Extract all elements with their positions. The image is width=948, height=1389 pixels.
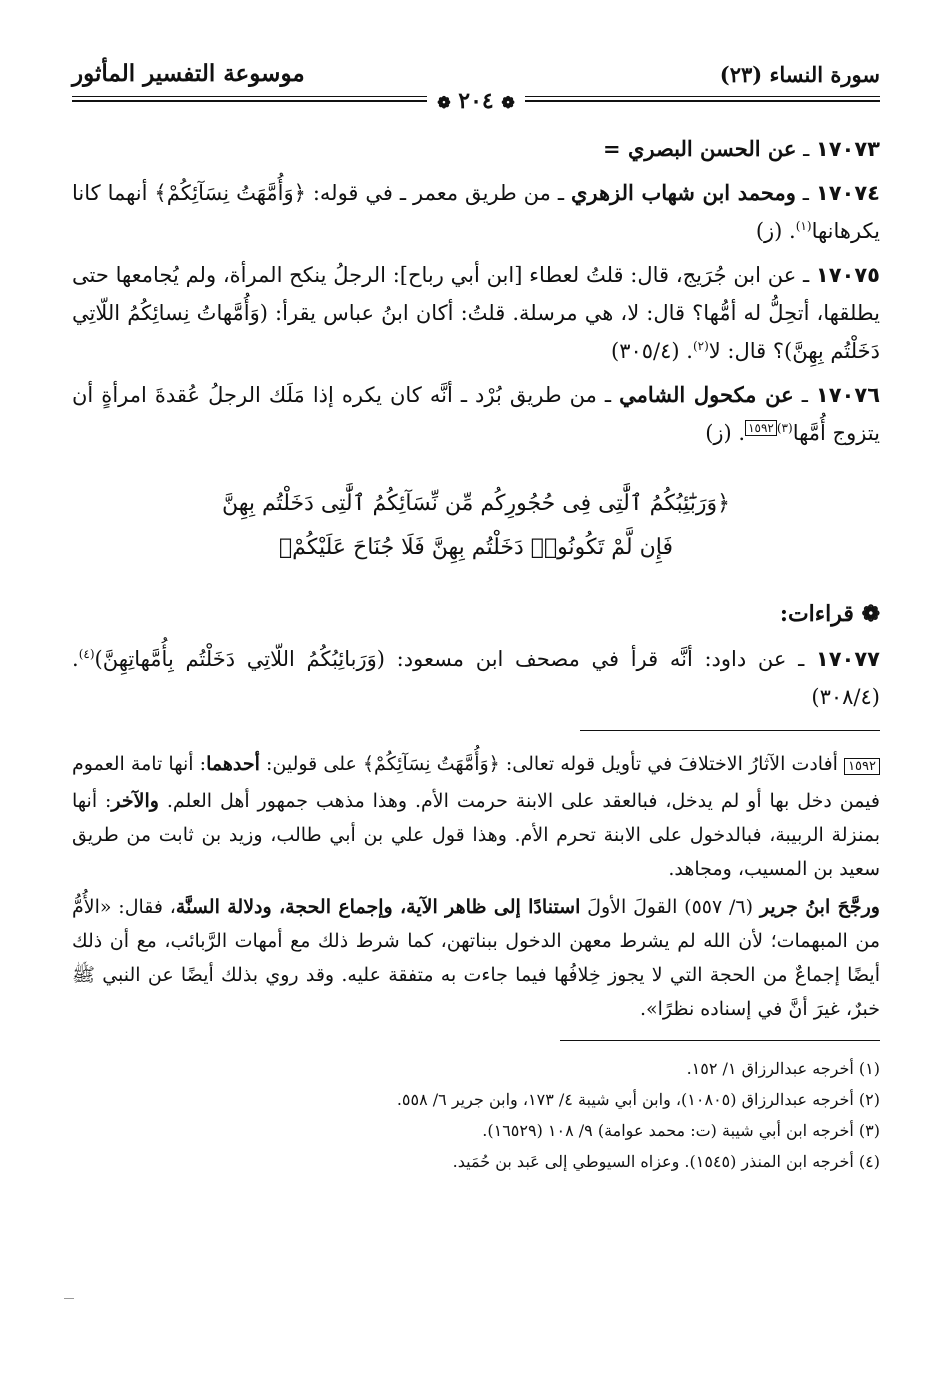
commentary-quote: ، فقال: «الأُمُّ من المبهمات؛ لأن الله لم يشرط معهن الدخول ببناتهن، كما شرط ذلك مع أمهات الرَّبائب، مع أن ذلك أيضًا إجماعٌ من الحجة التي لا يجوز خِلافُها فيما جاءت به متفقة عليه. وقد روي بذلك أيضًا عن النبي ﷺ خبرٌ، غيرَ أنَّ في إسناده نظرًا».: [72, 896, 880, 1020]
commentary-paragraph-2: [72, 890, 880, 1026]
commentary-label-second: والآخر: [111, 790, 159, 812]
footnote-ref[interactable]: (٣): [776, 421, 793, 435]
footnote-3: (٣) أخرجه ابن أبي شيبة (ت: محمد عوامة) ٩/ ١٠٨ (١٦٥٢٩).: [482, 1121, 880, 1140]
commentary-label-first: أحدهما: [206, 753, 260, 775]
entry-tail: . (٣٠٨/٤): [72, 647, 880, 709]
book-title: موسوعة التفسير المأثور: [72, 60, 305, 87]
page-number: [427, 88, 525, 114]
flower-icon: ❁: [861, 601, 880, 627]
commentary-reference: (٦/ ٥٥٧) القولَ الأولَ: [580, 896, 760, 918]
ornament-icon: ❁: [501, 93, 515, 112]
margin-mark: [64, 1298, 74, 1299]
entry-number: ١٧٠٧٦: [815, 383, 881, 407]
footnotes: [72, 1053, 880, 1177]
entry-text: ـ من طريق بُرْد ـ أنَّه كان يكره إذا مَلَك الرجلُ عُقدةَ امرأةٍ أن يتزوج أُمَّها: [72, 383, 880, 445]
footnotes-divider: [560, 1040, 880, 1041]
footnote-2: (٢) أخرجه عبدالرزاق (١٠٨٠٥)، وابن أبي شيبة ٤/ ١٧٣، وابن جرير ٦/ ٥٥٨.: [396, 1090, 880, 1109]
entry-narrator: عن مكحول الشامي: [619, 382, 794, 407]
entry-text: عن داود: أنَّه قرأ في مصحف ابن مسعود: (وَرَبائِبُكُمُ اللّاتِي دَخَلْتُم بِأُمَّهاتِهِنَّ): [94, 647, 787, 671]
page-header: [72, 48, 880, 114]
commentary-text-second: : أنها بمنزلة الربيبة، فبالدخول على الابنة تحرم الأم. وهذا قول علي بن أبي طالب، وزيد بن ثابت من طريق سعيد بن المسيب، ومجاهد.: [72, 790, 880, 880]
entry-17076: ١٧٠٧٦ ـ عن مكحول الشامي ـ من طريق بُرْد ـ أنَّه كان يكره إذا مَلَك الرجلُ عُقدةَ امرأةٍ أن يتزوج أُمَّها$^{(٣)١٥٩٢}$. (ز): [72, 382, 881, 445]
footnote-1: (١) أخرجه عبدالرزاق ١/ ١٥٢.: [686, 1059, 880, 1078]
entry-number: ١٧٠٧٧: [815, 647, 880, 671]
entry-17074: ١٧٠٧٤ ـ ومحمد ابن شهاب الزهري ـ من طريق معمر ـ في قوله: ﴿وَأُمَّهَتُ نِسَآئِكُمْ﴾ أنهما كانا يكرهانها$^{(١)}$. (ز): [72, 180, 880, 243]
page: [72, 48, 881, 1171]
section-title-text: قراءات:: [779, 601, 854, 627]
footnote-ref[interactable]: (٢): [692, 339, 709, 353]
section-qiraat: [72, 596, 880, 632]
commentary-divider: [580, 730, 880, 731]
commentary-number-box: ١٥٩٢: [844, 758, 880, 775]
commentary-ref-box[interactable]: ١٥٩٢: [745, 420, 777, 436]
entry-number: ١٧٠٧٤: [815, 181, 880, 205]
commentary-intro: أفادت الآثارُ الاختلافَ في تأويل قوله تعالى: ﴿وَأُمَّهَتُ نِسَآئِكُمْ﴾ على قولين:: [265, 753, 838, 775]
footnote-4: (٤) أخرجه ابن المنذر (١٥٤٥). وعزاه السيوطي إلى عَبد بن حُمَيد.: [452, 1152, 880, 1171]
commentary-paragraph-1: [72, 747, 880, 886]
entry-text: عن الحسن البصري =: [603, 136, 797, 161]
footnote-ref[interactable]: (١): [795, 219, 812, 233]
page-number-text: ٢٠٤: [458, 88, 494, 114]
entry-tail: . (٣٠٥/٤): [610, 339, 693, 363]
commentary-bold: استنادًا إلى ظاهر الآية، وإجماع الحجة، ودلالة السنَّة: [175, 896, 581, 918]
entry-17077: ١٧٠٧٧ ـ عن داود: أنَّه قرأ في مصحف ابن مسعود: (وَرَبائِبُكُمُ اللّاتِي دَخَلْتُم بِأُمَّهاتِهِنَّ)$^{(٤)}$. (٣٠٨/٤): [72, 647, 880, 709]
ornament-icon: ❁: [437, 93, 451, 112]
verse-line-2: فَإِن لَّمْ تَكُونُوا۟ دَخَلْتُم بِهِنَّ فَلَا جُنَاحَ عَلَيْكُمْ﴾: [278, 535, 673, 560]
footnote-ref[interactable]: (٤): [78, 647, 95, 661]
entry-number: ١٧٠٧٣: [815, 137, 880, 161]
entry-tail: . (ز): [705, 421, 746, 445]
entry-narrator: ومحمد ابن شهاب الزهري: [570, 180, 796, 205]
entry-number: ١٧٠٧٥: [815, 263, 880, 287]
page-number-wrap: [72, 88, 880, 114]
entry-tail: . (ز): [755, 219, 796, 243]
commentary-text-first: : أنها تامة العموم فيمن دخل بها أو لم يدخل، فبالعقد على الابنة حرمت الأم. وهذا مذهب جمهور أهل العلم.: [72, 753, 880, 812]
quran-verse: [72, 482, 880, 570]
verse-line-1: ﴿وَرَبَٰٓئِبُكُمُ ٱلَّٰتِى فِى حُجُورِكُم مِّن نِّسَآئِكُمُ ٱلَّٰتِى دَخَلْتُم بِهِنَّ: [221, 491, 731, 516]
entry-17073: ١٧٠٧٣ ـ عن الحسن البصري =: [603, 136, 880, 161]
page-content: [72, 130, 880, 1177]
entry-17075: ١٧٠٧٥ ـ عن ابن جُرَيج، قال: قلتُ لعطاء [ابن أبي رباح]: الرجلُ ينكح المرأة، ولم يُجامعها حتى يطلقها، أتحِلُّ له أمُّها؟ قال: لا، هي مرسلة. قلتُ: أكان ابنُ عباس يقرأ: (وَأُمَّهاتُ نِسائِكُمُ اللّاتِي دَخَلْتُم بِهِنَّ)؟ قال: لا$^{(٢)}$. (٣٠٥/٤): [72, 263, 880, 363]
entry-text: عن ابن جُرَيج، قال: قلتُ لعطاء [ابن أبي رباح]: الرجلُ ينكح المرأة، ولم يُجامعها حتى يطلقها، أتحِلُّ له أمُّها؟ قال: لا، هي مرسلة. قلتُ: أكان ابنُ عباس يقرأ: (وَأُمَّهاتُ نِسائِكُمُ اللّاتِي دَخَلْتُم بِهِنَّ)؟ قال: لا: [72, 263, 880, 363]
commentary-author: ورجَّحَ ابنُ جرير: [759, 896, 880, 918]
surah-title: سورة النساء (٢٣): [719, 62, 880, 87]
entry-text: ـ من طريق معمر ـ في قوله: ﴿وَأُمَّهَتُ نِسَآئِكُمْ﴾ أنهما كانا يكرهانها: [72, 181, 880, 243]
